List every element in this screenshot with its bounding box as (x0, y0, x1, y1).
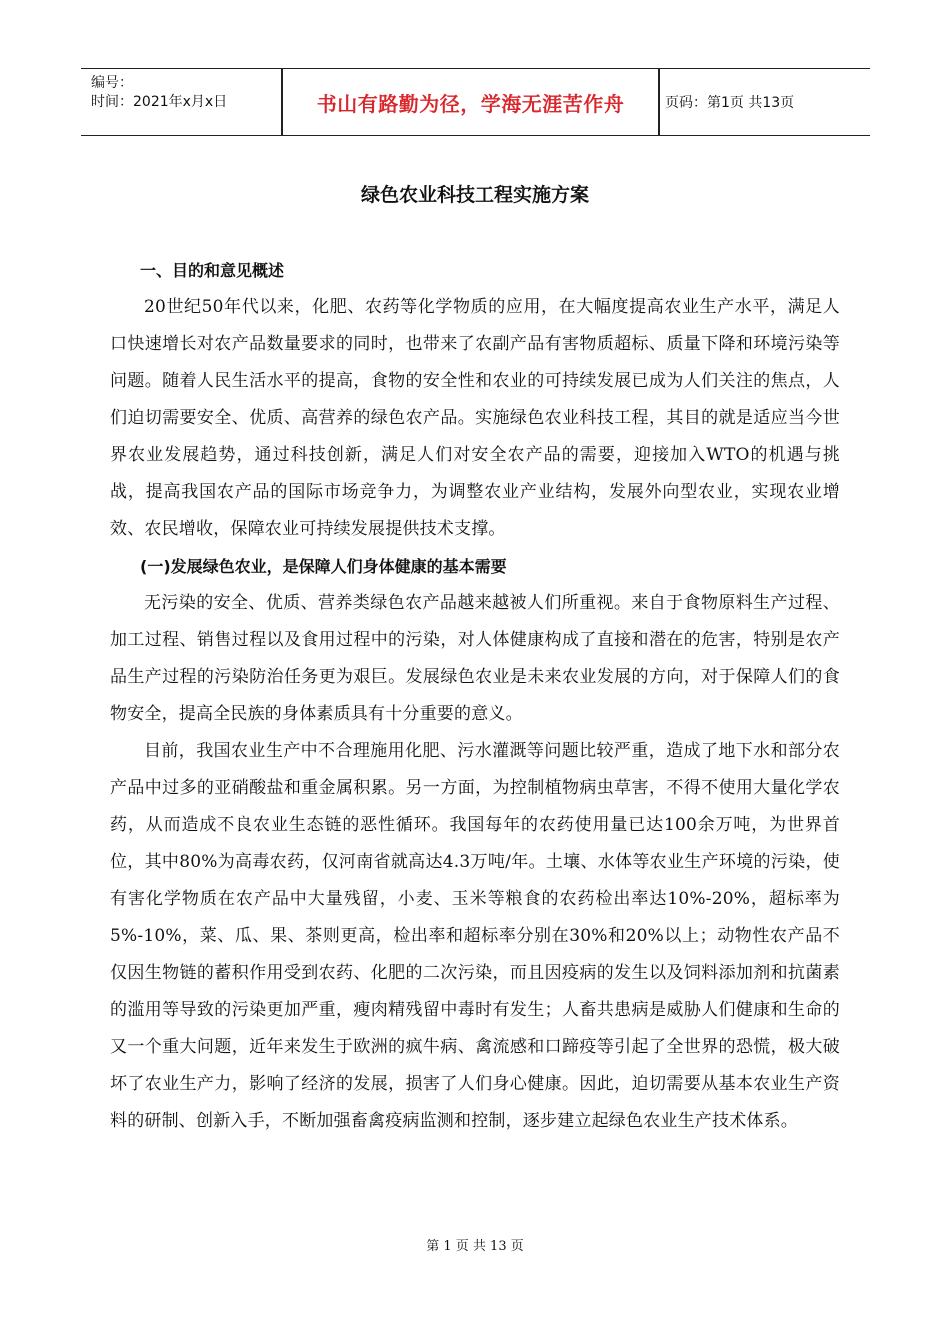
section-heading: 一、目的和意见概述 (140, 261, 285, 280)
header-meta (81, 69, 281, 135)
paragraph: 20世纪50年代以来，化肥、农药等化学物质的应用，在大幅度提高农业生产水平，满足人口快速增长对农产品数量要求的同时，也带来了农副产品有害物质超标、质量下降和环境污染等问题。随着人民生活水平的提高，食物的安全性和农业的可持续发展已成为人们关注的焦点，人们迫切需要安全、优质、高营养的绿色农产品。实施绿色农业科技工程，其目的就是适应当今世界农业发展趋势，通过科技创新，满足人们对安全农产品的需要，迎接加入WTO的机遇与挑战，提高我国农产品的国际市场竞争力，为调整农业产业结构，发展外向型农业，实现农业增效、农民增收，保障农业可持续发展提供技术支撑。 (110, 297, 840, 539)
header-page-info: 页码：第1页 共13页 (665, 95, 795, 111)
paragraph: 无污染的安全、优质、营养类绿色农产品越来越被人们所重视。来自于食物原料生产过程、加工过程、销售过程以及食用过程中的污染，对人体健康构成了直接和潜在的危害，特别是农产品生产过程的污染防治任务更为艰巨。发展绿色农业是未来农业发展的方向，对于保障人们的食物安全，提高全民族的身体素质具有十分重要的意义。 (110, 593, 840, 724)
page-header (81, 68, 870, 136)
page-footer: 第 1 页 共 13 页 (426, 1239, 524, 1254)
date-line: 时间：2021年x月x日 (91, 94, 228, 110)
number-label: 编号： (91, 75, 133, 91)
document-title: 绿色农业科技工程实施方案 (360, 184, 589, 206)
paragraph: 目前，我国农业生产中不合理施用化肥、污水灌溉等问题比较严重，造成了地下水和部分农产品中过多的亚硝酸盐和重金属积累。另一方面，为控制植物病虫草害，不得不使用大量化学农药，从而造成不良农业生态链的恶性循环。我国每年的农药使用量已达100余万吨，为世界首位，其中80%为高毒农药，仅河南省就高达4.3万吨/年。土壤、水体等农业生产环境的污染，使有害化学物质在农产品中大量残留，小麦、玉米等粮食的农药检出率达10%-20%，超标率为5%-10%，菜、瓜、果、茶则更高，检出率和超标率分别在30%和20%以上；动物性农产品不仅因生物链的蓄积作用受到农药、化肥的二次污染，而且因疫病的发生以及饲料添加剂和抗菌素的滥用等导致的污染更加严重，瘦肉精残留中毒时有发生；人畜共患病是威胁人们健康和生命的又一个重大问题，近年来发生于欧洲的疯牛病、禽流感和口蹄疫等引起了全世界的恐慌，极大破坏了农业生产力，影响了经济的发展，损害了人们身心健康。因此，迫切需要从基本农业生产资料的研制、创新入手，不断加强畜禽疫病监测和控制，逐步建立起绿色农业生产技术体系。 (110, 741, 840, 1131)
header-divider (658, 69, 660, 135)
header-motto: 书山有路勤为径，学海无涯苦作舟 (316, 91, 625, 116)
document-body (110, 252, 840, 1140)
subsection-heading: (一)发展绿色农业，是保障人们身体健康的基本需要 (140, 557, 507, 576)
